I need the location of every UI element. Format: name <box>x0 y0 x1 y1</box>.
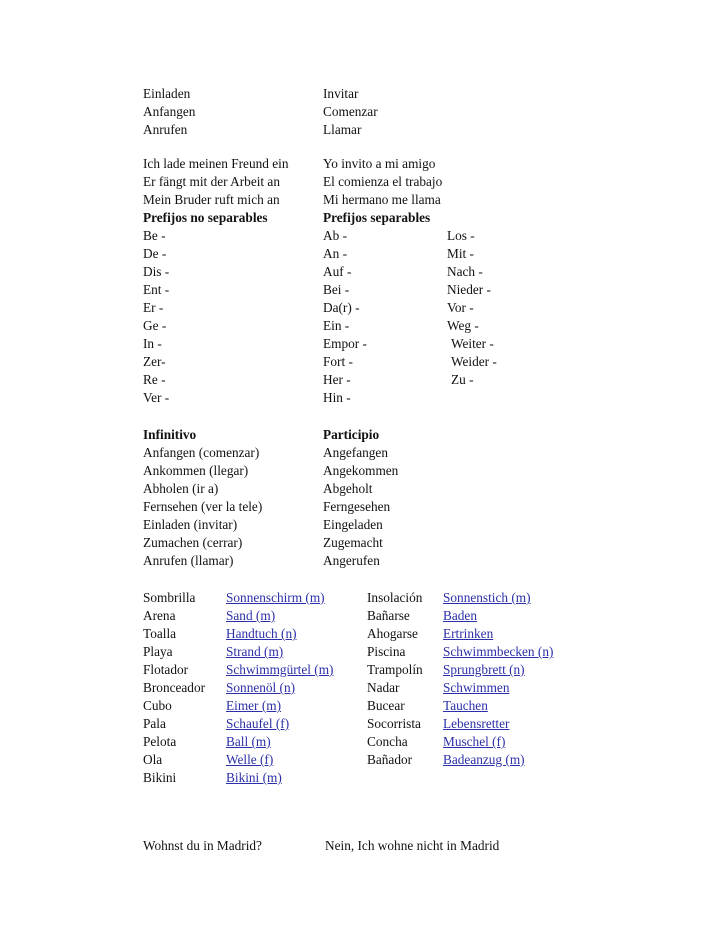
vocab-row <box>0 625 728 643</box>
spanish-verb: Llamar <box>323 122 362 137</box>
spanish-word: Trampolín <box>367 662 423 677</box>
prefix-row <box>0 389 728 407</box>
prefix-row <box>0 245 728 263</box>
separable-prefix: Her - <box>323 372 351 387</box>
spanish-word: Ahogarse <box>367 626 418 641</box>
spanish-word: Bikini <box>143 770 177 785</box>
separable-prefix: Weider - <box>451 354 497 369</box>
vocab-row <box>0 643 728 661</box>
german-word-link[interactable]: Ertrinken <box>443 626 494 641</box>
vocab-row <box>0 769 728 787</box>
spanish-word: Arena <box>143 608 176 623</box>
spanish-word: Socorrista <box>367 716 421 731</box>
german-word-link[interactable]: Badeanzug (m) <box>443 752 525 767</box>
infinitive: Zumachen (cerrar) <box>143 535 243 550</box>
participle-row <box>0 552 728 570</box>
participle-row <box>0 534 728 552</box>
participle-header: Participio <box>323 427 380 442</box>
sentence-row <box>0 173 728 191</box>
infinitive: Einladen (invitar) <box>143 517 238 532</box>
non-separable-prefix: Ge - <box>143 318 167 333</box>
german-word-link[interactable]: Sand (m) <box>226 608 276 623</box>
prefix-row <box>0 371 728 389</box>
spanish-word: Concha <box>367 734 408 749</box>
separable-header: Prefijos separables <box>323 210 431 225</box>
spanish-word: Sombrilla <box>143 590 196 605</box>
spanish-word: Ola <box>143 752 163 767</box>
infinitive-header: Infinitivo <box>143 427 197 442</box>
separable-prefix: Auf - <box>323 264 352 279</box>
separable-prefix: An - <box>323 246 348 261</box>
german-word-link[interactable]: Schwimmbecken (n) <box>443 644 554 659</box>
infinitive: Anfangen (comenzar) <box>143 445 260 460</box>
separable-prefix: Zu - <box>451 372 474 387</box>
prefix-row <box>0 227 728 245</box>
spanish-word: Bucear <box>367 698 405 713</box>
non-separable-prefix: Er - <box>143 300 164 315</box>
spanish-verb: Invitar <box>323 86 359 101</box>
separable-prefix: Fort - <box>323 354 353 369</box>
spanish-word: Flotador <box>143 662 189 677</box>
german-word-link[interactable]: Sonnenschirm (m) <box>226 590 325 605</box>
spanish-sentence: El comienza el trabajo <box>323 174 443 189</box>
spanish-word: Cubo <box>143 698 172 713</box>
non-separable-prefix: Zer- <box>143 354 166 369</box>
participle-header-row <box>0 426 728 444</box>
non-separable-prefix: Dis - <box>143 264 170 279</box>
german-word-link[interactable]: Sprungbrett (n) <box>443 662 525 677</box>
verb-row <box>0 103 728 121</box>
prefix-row <box>0 317 728 335</box>
separable-prefix: Ein - <box>323 318 350 333</box>
german-word-link[interactable]: Sonnenöl (n) <box>226 680 296 695</box>
non-separable-prefix: Ver - <box>143 390 170 405</box>
german-sentence: Er fängt mit der Arbeit an <box>143 174 280 189</box>
infinitive: Anrufen (llamar) <box>143 553 234 568</box>
participle-row <box>0 498 728 516</box>
german-verb: Anrufen <box>143 122 188 137</box>
german-word-link[interactable]: Lebensretter <box>443 716 510 731</box>
german-word-link[interactable]: Sonnenstich (m) <box>443 590 531 605</box>
german-word-link[interactable]: Welle (f) <box>226 752 274 767</box>
participle: Eingeladen <box>323 517 383 532</box>
prefix-row <box>0 299 728 317</box>
separable-prefix: Nieder - <box>447 282 491 297</box>
vocab-row <box>0 751 728 769</box>
separable-prefix: Weiter - <box>451 336 494 351</box>
vocab-row <box>0 697 728 715</box>
participle: Angerufen <box>323 553 380 568</box>
non-separable-prefix: In - <box>143 336 162 351</box>
spanish-word: Bronceador <box>143 680 206 695</box>
german-word-link[interactable]: Tauchen <box>443 698 488 713</box>
german-word-link[interactable]: Schwimmgürtel (m) <box>226 662 334 677</box>
final-sentence-row <box>0 837 728 855</box>
verb-row <box>0 121 728 139</box>
separable-prefix: Bei - <box>323 282 350 297</box>
german-sentence: Mein Bruder ruft mich an <box>143 192 280 207</box>
prefix-row <box>0 263 728 281</box>
infinitive: Fernsehen (ver la tele) <box>143 499 263 514</box>
participle: Angefangen <box>323 445 388 460</box>
separable-prefix: Ab - <box>323 228 348 243</box>
spanish-word: Pelota <box>143 734 177 749</box>
sentence-row <box>0 191 728 209</box>
infinitive: Abholen (ir a) <box>143 481 219 496</box>
non-separable-prefix: De - <box>143 246 167 261</box>
german-word-link[interactable]: Bikini (m) <box>226 770 282 785</box>
german-word-link[interactable]: Muschel (f) <box>443 734 506 749</box>
separable-prefix: Hin - <box>323 390 351 405</box>
non-separable-prefix: Re - <box>143 372 166 387</box>
vocab-row <box>0 679 728 697</box>
spanish-word: Insolación <box>367 590 423 605</box>
non-separable-prefix: Be - <box>143 228 166 243</box>
vocab-row <box>0 733 728 751</box>
vocab-row <box>0 607 728 625</box>
vocab-row <box>0 661 728 679</box>
prefix-row <box>0 353 728 371</box>
non-separable-header: Prefijos no separables <box>143 210 268 225</box>
spanish-word: Piscina <box>367 644 406 659</box>
german-answer: Nein, Ich wohne nicht in Madrid <box>325 838 500 853</box>
spanish-word: Nadar <box>367 680 400 695</box>
verb-row <box>0 85 728 103</box>
german-verb: Anfangen <box>143 104 196 119</box>
german-word-link[interactable]: Schwimmen <box>443 680 510 695</box>
participle: Abgeholt <box>323 481 373 496</box>
german-word-link[interactable]: Ball (m) <box>226 734 271 749</box>
participle-row <box>0 444 728 462</box>
separable-prefix: Nach - <box>447 264 483 279</box>
spanish-word: Pala <box>143 716 166 731</box>
participle: Angekommen <box>323 463 399 478</box>
spanish-word: Toalla <box>143 626 177 641</box>
german-word-link[interactable]: Schaufel (f) <box>226 716 290 731</box>
vocab-row <box>0 715 728 733</box>
spanish-word: Bañador <box>367 752 413 767</box>
separable-prefix: Vor - <box>447 300 474 315</box>
german-word-link[interactable]: Strand (m) <box>226 644 284 659</box>
german-word-link[interactable]: Baden <box>443 608 477 623</box>
spanish-sentence: Mi hermano me llama <box>323 192 441 207</box>
prefix-row <box>0 281 728 299</box>
separable-prefix: Da(r) - <box>323 300 360 315</box>
non-separable-prefix: Ent - <box>143 282 170 297</box>
separable-prefix: Weg - <box>447 318 479 333</box>
participle-row <box>0 480 728 498</box>
vocab-row <box>0 589 728 607</box>
participle: Zugemacht <box>323 535 383 550</box>
prefix-header-row <box>0 209 728 227</box>
participle-row <box>0 462 728 480</box>
german-word-link[interactable]: Eimer (m) <box>226 698 282 713</box>
spanish-sentence: Yo invito a mi amigo <box>323 156 436 171</box>
prefix-row <box>0 335 728 353</box>
german-word-link[interactable]: Handtuch (n) <box>226 626 297 641</box>
participle-row <box>0 516 728 534</box>
separable-prefix: Empor - <box>323 336 367 351</box>
separable-prefix: Los - <box>447 228 475 243</box>
spanish-word: Bañarse <box>367 608 410 623</box>
german-verb: Einladen <box>143 86 191 101</box>
separable-prefix: Mit - <box>447 246 474 261</box>
spanish-verb: Comenzar <box>323 104 378 119</box>
sentence-row <box>0 155 728 173</box>
spanish-word: Playa <box>143 644 173 659</box>
participle: Ferngesehen <box>323 499 391 514</box>
german-sentence: Ich lade meinen Freund ein <box>143 156 289 171</box>
infinitive: Ankommen (llegar) <box>143 463 249 478</box>
german-question: Wohnst du in Madrid? <box>143 838 262 853</box>
